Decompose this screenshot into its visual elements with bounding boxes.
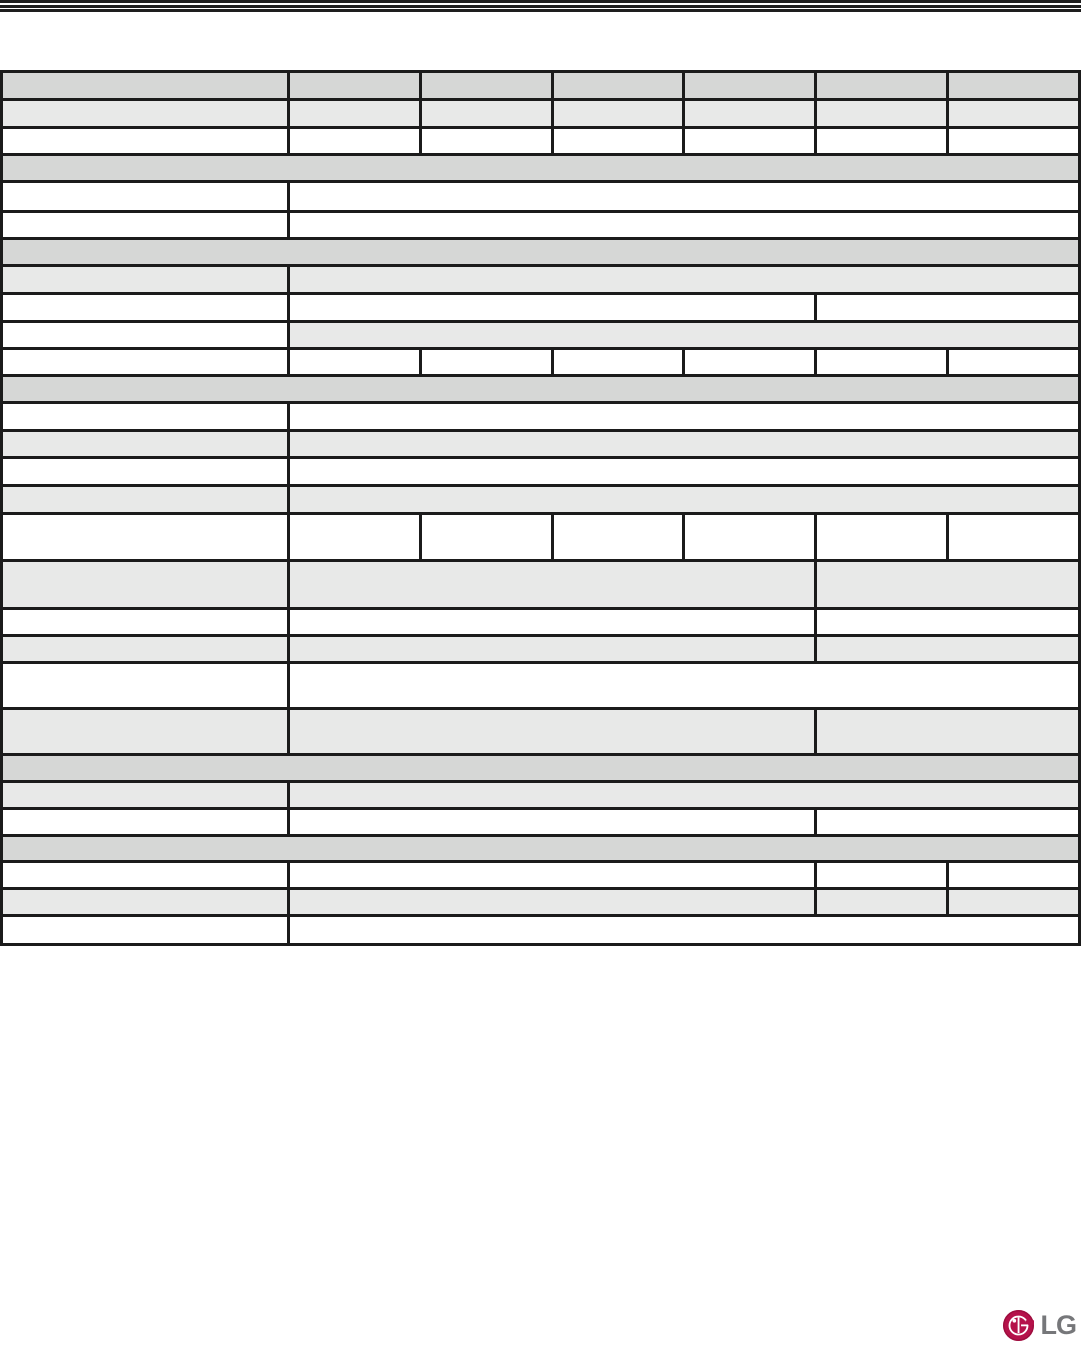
table-cell [420, 72, 552, 100]
table-cell [2, 458, 289, 486]
table-cell [552, 128, 684, 155]
table-cell [289, 128, 421, 155]
table-cell [2, 809, 289, 836]
table-row [2, 889, 1080, 916]
table-cell [816, 636, 1080, 663]
table-cell [2, 663, 289, 709]
table-row [2, 72, 1080, 100]
table-cell [289, 862, 816, 889]
table-row [2, 212, 1080, 239]
table-cell [552, 349, 684, 376]
table-cell [816, 809, 1080, 836]
table-cell [289, 266, 1080, 294]
section-band-cell [2, 155, 1080, 182]
table-cell [289, 349, 421, 376]
table-cell [684, 514, 816, 561]
table-cell [2, 403, 289, 431]
table-row [2, 458, 1080, 486]
table-row [2, 266, 1080, 294]
table-cell [289, 431, 1080, 458]
table-cell [2, 128, 289, 155]
table-cell [289, 916, 1080, 945]
table-cell [816, 889, 948, 916]
table-cell [2, 294, 289, 322]
section-band-cell [2, 239, 1080, 266]
table-cell [289, 403, 1080, 431]
section-band-cell [2, 836, 1080, 862]
table-cell [289, 809, 816, 836]
lg-wordmark: LG [1040, 1310, 1076, 1340]
table-cell [552, 100, 684, 128]
table-cell [816, 609, 1080, 636]
table-cell [816, 349, 948, 376]
table-cell [2, 266, 289, 294]
table-cell [816, 709, 1080, 755]
table-row [2, 486, 1080, 514]
table-cell [2, 561, 289, 609]
table-cell [420, 128, 552, 155]
table-cell [948, 514, 1080, 561]
table-cell [816, 294, 1080, 322]
table-cell [289, 486, 1080, 514]
table-cell [948, 100, 1080, 128]
table-cell [948, 128, 1080, 155]
table-cell [684, 128, 816, 155]
table-row [2, 514, 1080, 561]
table-cell [948, 72, 1080, 100]
table-row [2, 755, 1080, 782]
table-cell [816, 72, 948, 100]
table-cell [2, 486, 289, 514]
table-row [2, 916, 1080, 945]
table-cell [2, 609, 289, 636]
table-cell [2, 100, 289, 128]
table-cell [2, 709, 289, 755]
section-band-cell [2, 755, 1080, 782]
table-cell [289, 636, 816, 663]
table-cell [816, 561, 1080, 609]
table-cell [289, 212, 1080, 239]
table-cell [420, 349, 552, 376]
table-cell [289, 322, 1080, 349]
table-row [2, 403, 1080, 431]
table-cell [420, 514, 552, 561]
table-cell [289, 182, 1080, 212]
table-cell [289, 72, 421, 100]
table-cell [2, 782, 289, 809]
table-row [2, 561, 1080, 609]
table-cell [948, 889, 1080, 916]
table-cell [948, 862, 1080, 889]
lg-logo [1003, 1310, 1077, 1341]
table-row [2, 322, 1080, 349]
table-row [2, 294, 1080, 322]
table-cell [2, 349, 289, 376]
table-cell [289, 663, 1080, 709]
table-row [2, 709, 1080, 755]
table-cell [816, 514, 948, 561]
table-cell [2, 431, 289, 458]
table-row [2, 239, 1080, 266]
table-cell [816, 100, 948, 128]
table-cell [2, 212, 289, 239]
table-cell [289, 609, 816, 636]
table-cell [684, 100, 816, 128]
table-cell [816, 862, 948, 889]
table-cell [684, 72, 816, 100]
table-cell [289, 561, 816, 609]
table-cell [2, 514, 289, 561]
table-row [2, 636, 1080, 663]
section-band-cell [2, 376, 1080, 403]
table-row [2, 862, 1080, 889]
table-row [2, 836, 1080, 862]
table-cell [420, 100, 552, 128]
table-cell [2, 636, 289, 663]
table-row [2, 155, 1080, 182]
table-cell [2, 322, 289, 349]
lg-symbol-icon [1003, 1310, 1034, 1341]
table-cell [289, 514, 421, 561]
table-cell [289, 458, 1080, 486]
table-cell [289, 782, 1080, 809]
table-row [2, 663, 1080, 709]
table-cell [2, 182, 289, 212]
table-row [2, 349, 1080, 376]
table-cell [552, 72, 684, 100]
table-cell [552, 514, 684, 561]
table-cell [2, 862, 289, 889]
table-row [2, 100, 1080, 128]
table-row [2, 182, 1080, 212]
table-cell [289, 100, 421, 128]
top-rule-bar [0, 9, 1081, 12]
top-rule-divider [0, 0, 1081, 12]
table-cell [2, 889, 289, 916]
top-rule-bar [0, 5, 1081, 8]
table-row [2, 609, 1080, 636]
table-row [2, 376, 1080, 403]
table-cell [289, 294, 816, 322]
table-row [2, 809, 1080, 836]
table-cell [289, 889, 816, 916]
spec-table [0, 70, 1081, 946]
table-row [2, 782, 1080, 809]
table-cell [684, 349, 816, 376]
table-cell [289, 709, 816, 755]
table-cell [2, 72, 289, 100]
table-cell [948, 349, 1080, 376]
table-row [2, 128, 1080, 155]
table-row [2, 431, 1080, 458]
top-rule-bar [0, 0, 1081, 3]
table-cell [2, 916, 289, 945]
table-cell [816, 128, 948, 155]
